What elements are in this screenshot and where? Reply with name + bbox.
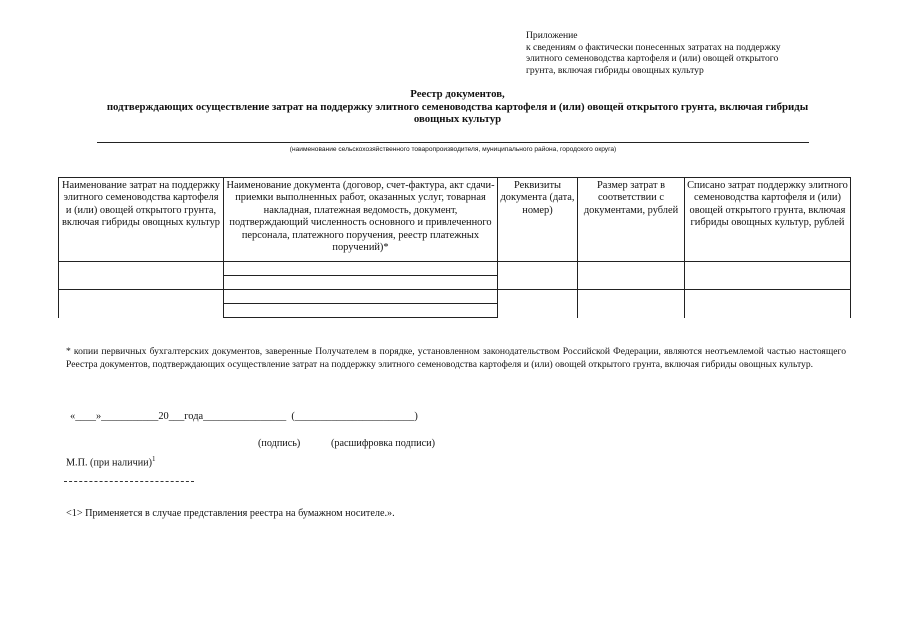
- table-cell[interactable]: [685, 262, 851, 290]
- appendix-line: Приложение: [526, 30, 578, 41]
- header-document-details: Реквизиты документа (дата, номер): [498, 178, 578, 262]
- table-cell[interactable]: [498, 262, 578, 290]
- document-title: [40, 88, 875, 126]
- title-line-3: овощных культур: [413, 113, 502, 126]
- header-cost-amount: Размер затрат в соответствии с документами, рублей: [578, 178, 685, 262]
- table-row: [59, 290, 851, 304]
- footnote-text: * копии первичных бухгалтерских документов, заверенные Получателем в порядке, установленном законодательством Российской Федерации, являются неотъемлемой частью настоящего Реестра документов, подтверждающих осуществление затрат на поддержку элитного семеноводства картофеля и (или) овощей открытого грунта, включая гибриды овощных культур.: [66, 346, 846, 371]
- header-document-name: Наименование документа (договор, счет-фактура, акт сдачи-приемки выполненных работ, оказанных услуг, товарная накладная, платежная ведомость, документ, подтверждающий численность основного и привлеченного персонала, платежного поручения, реестр платежных поручений)*: [224, 178, 498, 262]
- table-cell[interactable]: [59, 262, 224, 290]
- table-cell[interactable]: [59, 290, 224, 318]
- appendix-block: [526, 30, 866, 76]
- paper-note: <1> Применяется в случае представления реестра на бумажном носителе.».: [66, 508, 395, 519]
- signature-decode-caption: (расшифровка подписи): [331, 438, 435, 449]
- register-table: [58, 177, 851, 318]
- stamp-label: [66, 455, 156, 468]
- title-line-1: Реестр документов,: [410, 88, 505, 100]
- date-signature-line[interactable]: «____»___________20___года________________ (_______________________): [70, 411, 418, 422]
- stamp-footnote-ref: 1: [152, 455, 156, 463]
- table-cell[interactable]: [224, 262, 498, 276]
- stamp-text: М.П. (при наличии): [66, 457, 153, 469]
- table-header-row: [59, 178, 851, 262]
- table-cell[interactable]: [224, 304, 498, 318]
- producer-name-line[interactable]: [97, 142, 809, 143]
- table-row: [59, 262, 851, 276]
- table-cell[interactable]: [685, 290, 851, 318]
- appendix-line: к сведениям о фактически понесенных затратах на поддержку: [526, 41, 781, 53]
- table-cell[interactable]: [224, 276, 498, 290]
- footnote-separator: [64, 481, 194, 482]
- appendix-line: грунта, включая гибриды овощных культур: [526, 64, 704, 76]
- header-written-off: Списано затрат поддержку элитного семеноводства картофеля и (или) овощей открытого грунта, включая гибриды овощных культур, рублей: [685, 178, 851, 262]
- appendix-line: элитного семеноводства картофеля и (или) овощей открытого: [526, 53, 779, 65]
- producer-caption: (наименование сельскохозяйственного товаропроизводителя, муниципального района, городского округа): [289, 146, 617, 153]
- header-cost-name: Наименование затрат на поддержку элитного семеноводства картофеля и (или) овощей открытого грунта, включая гибриды овощных культур: [59, 178, 224, 262]
- title-line-2: подтверждающих осуществление затрат на поддержку элитного семеноводства картофеля и (или) овощей открытого грунта, включая гибриды: [106, 100, 809, 113]
- table-cell[interactable]: [498, 290, 578, 318]
- table-cell[interactable]: [578, 262, 685, 290]
- signature-caption: (подпись): [258, 438, 301, 449]
- table-cell[interactable]: [578, 290, 685, 318]
- table-cell[interactable]: [224, 290, 498, 304]
